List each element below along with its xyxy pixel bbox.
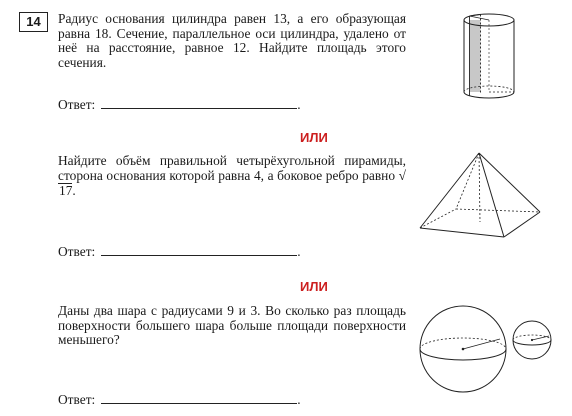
task-number-box: 14 [19, 12, 48, 32]
separator-or-1: ИЛИ [300, 130, 328, 145]
cylinder-figure [456, 10, 522, 102]
sqrt-sign: √ [398, 167, 406, 183]
answer-1 [58, 96, 301, 113]
answer-1-label: Ответ: [58, 97, 96, 112]
problem-1-text: Радиус основания цилиндра равен 13, а его образующая равна 18. Сечение, параллельное оси цилиндра, удалено от неё на расстояние, равное 12. Найдите площадь этого сечения. [58, 11, 406, 70]
answer-2 [58, 243, 301, 260]
answer-2-field[interactable] [101, 243, 297, 256]
sqrt-radicand: 17 [59, 183, 73, 199]
problem-3-text: Даны два шара с радиусами 9 и 3. Во сколько раз площадь поверхности большего шара больше площади поверхности меньшего? [58, 303, 406, 348]
answer-3-field[interactable] [101, 391, 297, 404]
separator-or-2: ИЛИ [300, 279, 328, 294]
spheres-figure [418, 303, 556, 395]
answer-2-label: Ответ: [58, 244, 96, 259]
answer-1-field[interactable] [101, 96, 297, 109]
problem-2-main-text: Найдите объём правильной четырёхугольной пирамиды, сторона основания которой равна 4, а боковое ребро равно [58, 153, 406, 183]
answer-2-end: . [297, 244, 301, 259]
answer-3 [58, 391, 301, 408]
problem-2-text [58, 154, 406, 199]
answer-3-end: . [297, 392, 301, 407]
problem-2-end: . [72, 183, 76, 199]
answer-3-label: Ответ: [58, 392, 96, 407]
pyramid-figure [416, 150, 544, 240]
answer-1-end: . [297, 97, 301, 112]
